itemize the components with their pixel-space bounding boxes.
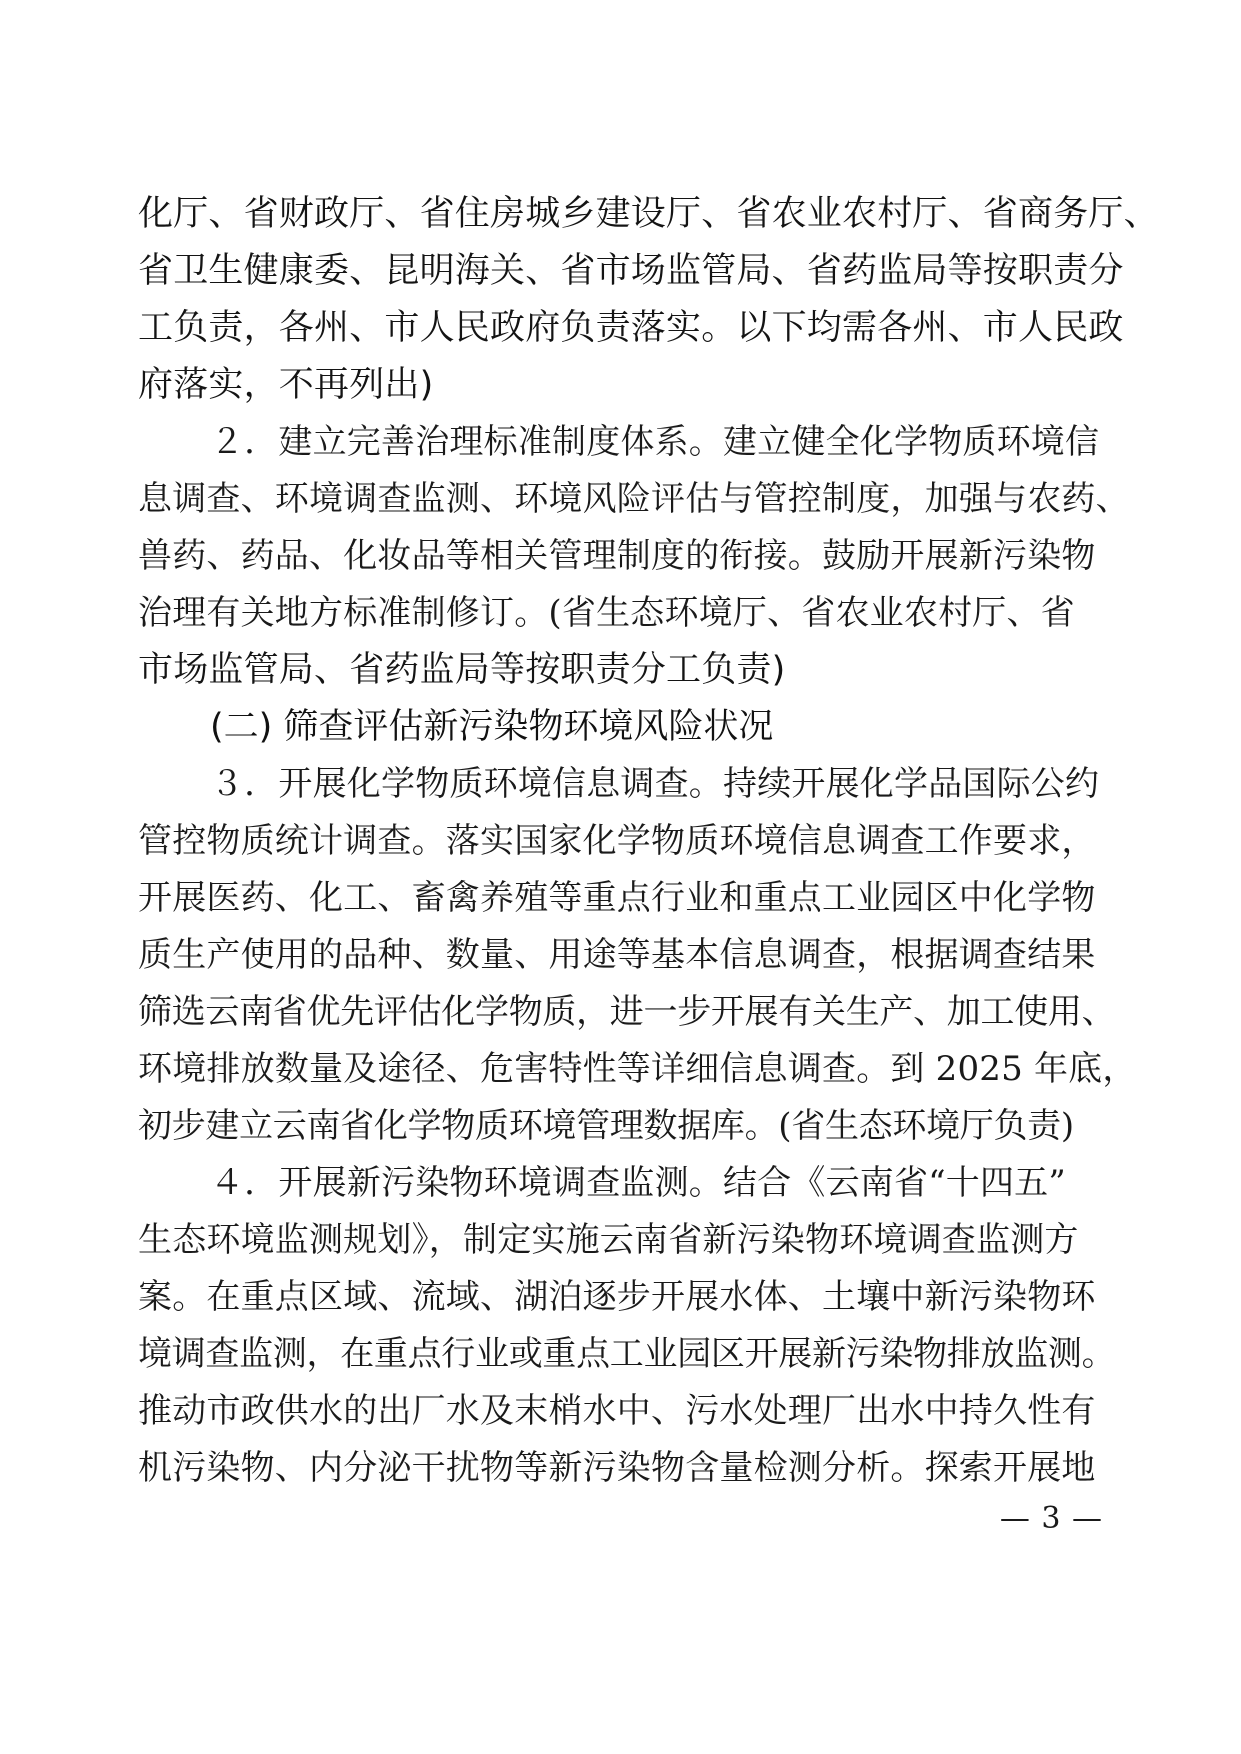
text-line: 环境排放数量及途径、危害特性等详细信息调查。到 2025 年底， bbox=[138, 1049, 1137, 1089]
text-line: 案。在重点区域、流域、湖泊逐步开展水体、土壤中新污染物环 bbox=[138, 1277, 1096, 1317]
text-line: 质生产使用的品种、数量、用途等基本信息调查，根据调查结果 bbox=[138, 935, 1096, 975]
paragraph-1-continuation bbox=[138, 186, 1159, 414]
text-line: 生态环境监测规划》，制定实施云南省新污染物环境调查监测方 bbox=[138, 1220, 1079, 1260]
page-body-text bbox=[138, 186, 1159, 1497]
text-line: ３．开展化学物质环境信息调查。持续开展化学品国际公约 bbox=[210, 764, 1100, 804]
text-line: 省卫生健康委、昆明海关、省市场监管局、省药监局等按职责分 bbox=[138, 251, 1124, 291]
text-line: 境调查监测，在重点行业或重点工业园区开展新污染物排放监测。 bbox=[138, 1334, 1116, 1374]
section-heading-2: (二) 筛查评估新污染物环境风险状况 bbox=[210, 707, 774, 747]
paragraph-3 bbox=[138, 756, 1137, 1155]
text-line: 推动市政供水的出厂水及末梢水中、污水处理厂出水中持久性有 bbox=[138, 1391, 1096, 1431]
text-line: 筛选云南省优先评估化学物质，进一步开展有关生产、加工使用、 bbox=[138, 992, 1116, 1032]
page-number: — 3 — bbox=[999, 1501, 1103, 1536]
paragraph-2 bbox=[138, 414, 1130, 699]
text-line: 治理有关地方标准制修订。(省生态环境厅、省农业农村厅、省 bbox=[138, 593, 1075, 633]
text-line: 府落实，不再列出) bbox=[138, 365, 434, 405]
text-line: 管控物质统计调查。落实国家化学物质环境信息调查工作要求， bbox=[138, 821, 1096, 861]
text-line: 息调查、环境调查监测、环境风险评估与管控制度，加强与农药、 bbox=[138, 479, 1130, 519]
text-line: 工负责，各州、市人民政府负责落实。以下均需各州、市人民政 bbox=[138, 308, 1124, 348]
text-line: 初步建立云南省化学物质环境管理数据库。(省生态环境厅负责) bbox=[138, 1106, 1074, 1146]
text-line: ２．建立完善治理标准制度体系。建立健全化学物质环境信 bbox=[210, 422, 1100, 462]
text-line: 开展医药、化工、畜禽养殖等重点行业和重点工业园区中化学物 bbox=[138, 878, 1096, 918]
text-line: ４．开展新污染物环境调查监测。结合《云南省“十四五” bbox=[210, 1163, 1066, 1203]
text-line: 机污染物、内分泌干扰物等新污染物含量检测分析。探索开展地 bbox=[138, 1448, 1096, 1488]
paragraph-4 bbox=[138, 1155, 1116, 1497]
text-line: 兽药、药品、化妆品等相关管理制度的衔接。鼓励开展新污染物 bbox=[138, 536, 1096, 576]
text-line: 市场监管局、省药监局等按职责分工负责) bbox=[138, 650, 786, 690]
text-line: 化厅、省财政厅、省住房城乡建设厅、省农业农村厅、省商务厅、 bbox=[138, 194, 1159, 234]
